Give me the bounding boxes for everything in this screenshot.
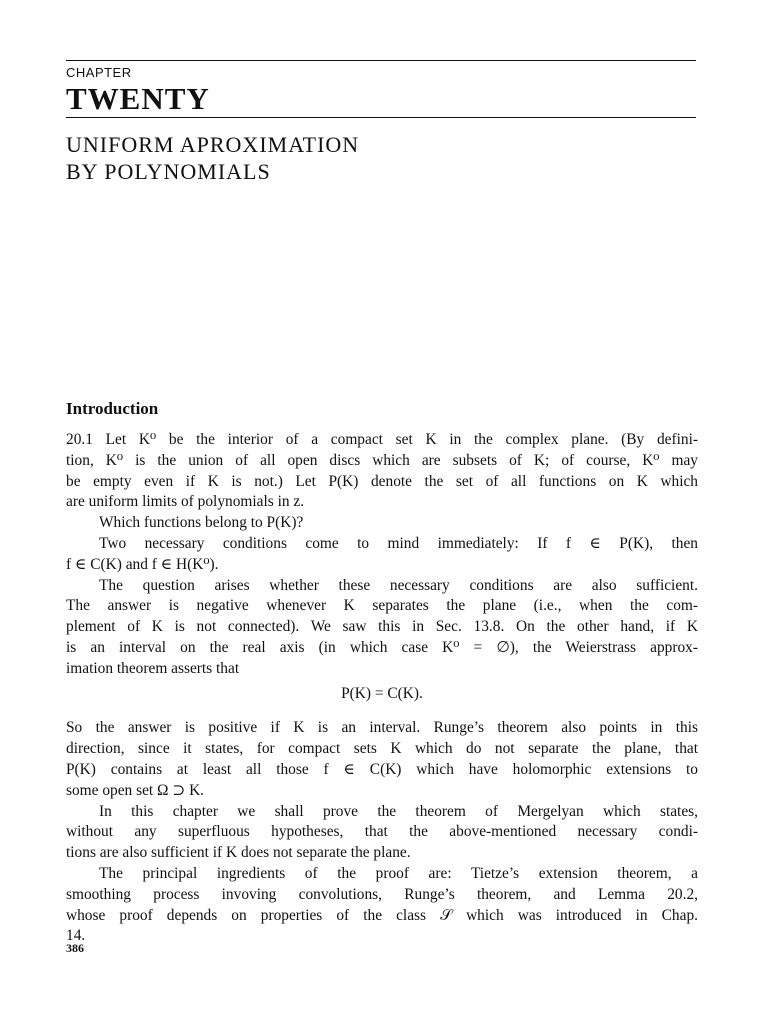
body-text [66,430,698,947]
body-line: be empty even if K is not.) Let P(K) denote the set of all functions on K which [66,472,698,490]
body-line: are uniform limits of polynomials in z. [66,493,305,511]
page-number: 386 [66,941,84,955]
body-line: some open set Ω ⊃ K. [66,781,205,799]
section-heading: Introduction [66,399,159,418]
body-line: tion, K⁰ is the union of all open discs which are subsets of K; of course, K⁰ may [66,451,698,469]
title-rule [66,117,696,118]
body-line: In this chapter we shall prove the theorem of Mergelyan which states, [99,802,698,820]
chapter-label: CHAPTER [66,65,132,80]
chapter-title-line-1: UNIFORM APROXIMATION [66,132,360,157]
body-line: direction, since it states, for compact sets K which do not separate the plane, that [66,740,698,758]
chapter-title [66,131,359,185]
chapter-title-line-2: BY POLYNOMIALS [66,159,271,184]
body-line: The principal ingredients of the proof are: Tietze’s extension theorem, a [99,864,698,882]
body-line: tions are also sufficient if K does not separate the plane. [66,844,411,862]
top-rule [66,60,696,61]
body-line: whose proof depends on properties of the class 𝒮 which was introduced in Chap. [66,906,698,924]
body-line: without any superfluous hypotheses, that the above-mentioned necessary condi- [66,823,698,841]
body-line: imation theorem asserts that [66,659,240,677]
body-line: The answer is negative whenever K separates the plane (i.e., when the com- [66,597,698,615]
chapter-number: TWENTY [66,81,210,116]
body-line: plement of K is not connected). We saw this in Sec. 13.8. On the other hand, if K [66,618,698,636]
body-line: P(K) contains at least all those f ∈ C(K) which have holomorphic extensions to [66,760,698,778]
body-line: 20.1 Let K⁰ be the interior of a compact set K in the complex plane. (By defini- [66,431,698,448]
body-line: Two necessary conditions come to mind immediately: If f ∈ P(K), then [99,534,698,552]
body-line: So the answer is positive if K is an interval. Runge’s theorem also points in this [66,719,698,737]
body-line: is an interval on the real axis (in which case K⁰ = ∅), the Weierstrass approx- [66,638,698,656]
display-equation: P(K) = C(K). [341,684,423,702]
body-line: f ∈ C(K) and f ∈ H(K⁰). [66,555,219,573]
body-line: The question arises whether these necessary conditions are also sufficient. [99,576,698,594]
body-line: Which functions belong to P(K)? [99,514,304,532]
body-line: 14. [66,927,86,945]
body-line: smoothing process invoving convolutions, Runge’s theorem, and Lemma 20.2, [66,885,698,903]
